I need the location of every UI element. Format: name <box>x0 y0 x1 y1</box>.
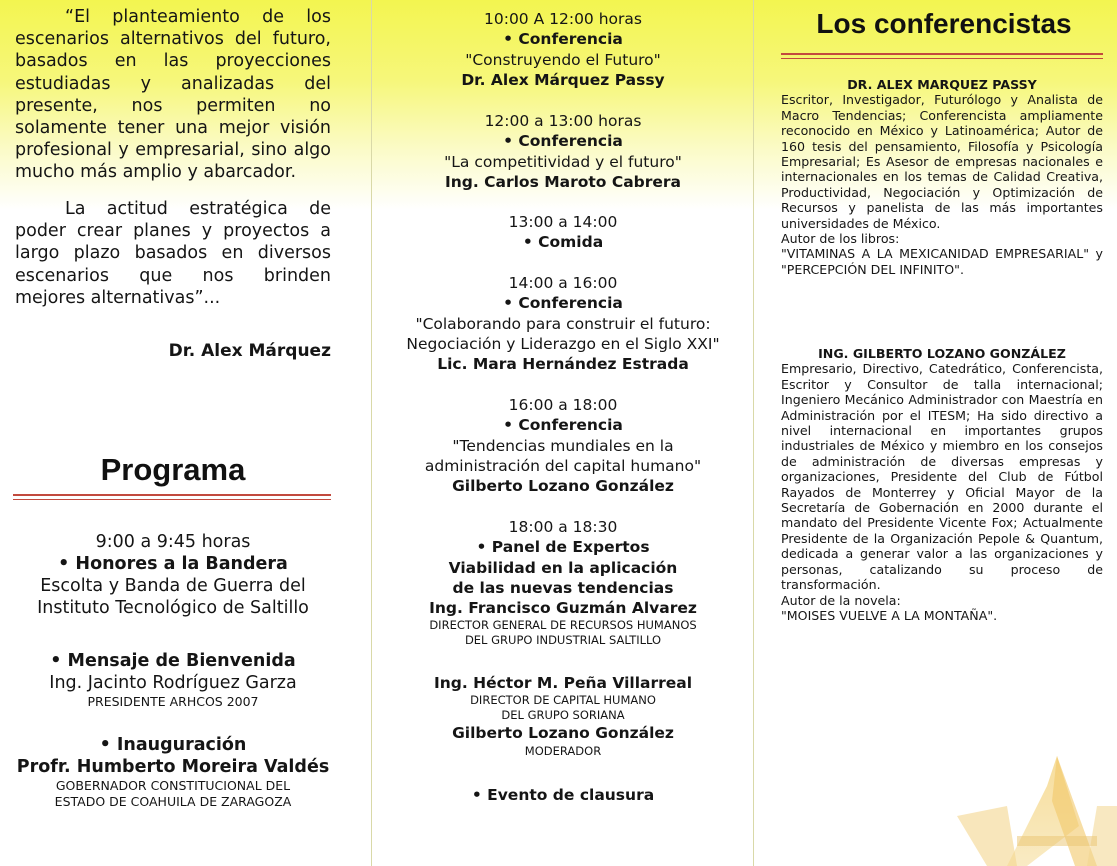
schedule-role: DIRECTOR DE CAPITAL HUMANO <box>470 693 656 708</box>
schedule-title: administración del capital humano" <box>424 456 702 475</box>
block-item: • Mensaje de Bienvenida <box>50 651 296 671</box>
schedule-title: "Construyendo el Futuro" <box>465 50 661 69</box>
left-panel <box>0 0 372 866</box>
schedule-type: • Conferencia <box>503 30 623 49</box>
schedule-type: • Conferencia <box>503 132 623 151</box>
schedule-time: 18:00 a 18:30 <box>508 518 618 536</box>
title-rule-thin <box>781 58 1103 59</box>
schedule-type: • Panel de Expertos <box>476 538 650 557</box>
schedule-item-panel <box>372 517 754 648</box>
star-logo-icon <box>947 746 1117 866</box>
schedule-time: 12:00 a 13:00 horas <box>484 112 642 130</box>
schedule-item <box>372 9 754 90</box>
middle-panel <box>372 0 754 866</box>
schedule-title: "Tendencias mundiales en la <box>452 436 674 455</box>
schedule-time: 13:00 a 14:00 <box>508 213 618 231</box>
schedule-type: • Comida <box>522 233 604 252</box>
bio-books: "VITAMINAS A LA MEXICANIDAD EMPRESARIAL" y "PERCEPCIÓN DEL INFINITO". <box>781 246 1103 277</box>
schedule-role: DIRECTOR GENERAL DE RECURSOS HUMANOS <box>429 618 697 633</box>
programa-block-inauguracion <box>10 734 336 810</box>
bio-name: DR. ALEX MARQUEZ PASSY <box>847 77 1037 92</box>
quote-paragraph-2: La actitud estratégica de poder crear planes y proyectos a largo plazo basados en diversos escenarios que nos brinden mejores alternativas”... <box>15 199 331 308</box>
schedule-time: 10:00 A 12:00 horas <box>484 10 642 28</box>
bio-name: ING. GILBERTO LOZANO GONZÁLEZ <box>818 346 1066 361</box>
schedule-speaker: Dr. Alex Márquez Passy <box>461 70 665 89</box>
schedule-type: • Conferencia <box>503 416 623 435</box>
schedule-speaker: Gilberto Lozano González <box>452 477 674 496</box>
schedule-role: DEL GRUPO INDUSTRIAL SALTILLO <box>464 633 662 648</box>
block-item: • Inauguración <box>99 735 247 755</box>
block-line: Instituto Tecnológico de Saltillo <box>37 598 309 618</box>
quote-author: Dr. Alex Márquez <box>168 341 331 361</box>
schedule-role: MODERADOR <box>524 743 602 758</box>
right-panel <box>754 0 1117 866</box>
schedule-type: • Conferencia <box>503 294 623 313</box>
bio-text: Escritor, Investigador, Futurólogo y Analista de Macro Tendencias; Conferencista ampliamente reconocido en México y Latinoamérica; Autor de 160 tesis del pensamiento, Filosofía y Psicología Empresarial; Es Asesor de empresas nacionales e internacionales en los temas de Calidad Creativa, Productividad, Negociación y Optimización de Recursos y panelista de las más importantes universidades de México. <box>781 92 1103 231</box>
block-name: Profr. Humberto Moreira Valdés <box>16 757 330 777</box>
schedule-title: "Colaborando para construir el futuro: <box>415 314 711 333</box>
conferencistas-title: Los conferencistas <box>816 8 1072 39</box>
schedule-time: 14:00 a 16:00 <box>508 274 618 292</box>
programa-title: Programa <box>100 452 246 487</box>
schedule-title: Viabilidad en la aplicación <box>448 558 678 577</box>
programa-block-bienvenida <box>10 650 336 710</box>
schedule-type: • Evento de clausura <box>471 786 655 804</box>
schedule-speaker: Gilberto Lozano González <box>452 724 674 743</box>
block-name: Ing. Jacinto Rodríguez Garza <box>49 673 297 693</box>
schedule-title: "La competitividad y el futuro" <box>444 152 682 171</box>
title-rule <box>13 494 331 496</box>
title-rule-thin <box>13 499 331 500</box>
schedule-item-panelist <box>372 673 754 759</box>
schedule-role: DEL GRUPO SORIANA <box>501 708 625 723</box>
bio-books: "MOISES VUELVE A LA MONTAÑA". <box>781 607 998 623</box>
bio-books-label: Autor de los libros: <box>781 231 900 247</box>
schedule-item-closing <box>372 785 754 805</box>
block-role: ESTADO DE COAHUILA DE ZARAGOZA <box>54 794 292 809</box>
schedule-item <box>372 111 754 192</box>
block-role: PRESIDENTE ARHCOS 2007 <box>87 694 259 709</box>
bio-lozano <box>781 346 1103 623</box>
schedule-speaker: Ing. Francisco Guzmán Alvarez <box>429 599 697 618</box>
block-item: • Honores a la Bandera <box>58 554 288 574</box>
programa-block-honores <box>10 531 336 619</box>
schedule-time: 16:00 a 18:00 <box>508 396 618 414</box>
schedule-title: Negociación y Liderazgo en el Siglo XXI" <box>406 334 720 353</box>
block-time: 9:00 a 9:45 horas <box>95 532 251 552</box>
schedule-item <box>372 212 754 253</box>
schedule-item <box>372 395 754 496</box>
schedule-title: de las nuevas tendencias <box>452 578 674 597</box>
bio-books-label: Autor de la novela: <box>781 592 901 608</box>
schedule-item <box>372 273 754 374</box>
bio-marquez <box>781 77 1103 277</box>
schedule-speaker: Lic. Mara Hernández Estrada <box>437 355 689 374</box>
schedule-speaker: Ing. Héctor M. Peña Villarreal <box>433 674 693 692</box>
quote-paragraph-1: “El planteamiento de los escenarios alternativos del futuro, basados en las proyecciones estudiadas y analizadas del presente, nos permiten no solamente tener una mejor visión profesional y empresarial, sino algo mucho más amplio y abarcador. <box>15 7 331 183</box>
block-role: GOBERNADOR CONSTITUCIONAL DEL <box>55 778 291 793</box>
title-rule <box>781 53 1103 55</box>
schedule-speaker: Ing. Carlos Maroto Cabrera <box>444 172 682 191</box>
bio-text: Empresario, Directivo, Catedrático, Conferencista, Escritor y Consultor de talla internacional; Ingeniero Mecánico Administrador con Maestría en Administración por el ITESM; Ha sido directivo a nivel internacional en importantes grupos industriales de México y miembro en los consejos de administración de diversas empresas y organizaciones, Presidente del Club de Fútbol Rayados de Monterrey y Oficial Mayor de la Secretaría de Gobernación en 2000 durante el mandato del Presidente Vicente Fox; Actualmente Presidente de la Organización Pepole & Quantum, dedicada a generar valor a las organizaciones y personas, catalizando su proceso de transformación. <box>781 361 1103 593</box>
block-line: Escolta y Banda de Guerra del <box>40 576 306 596</box>
